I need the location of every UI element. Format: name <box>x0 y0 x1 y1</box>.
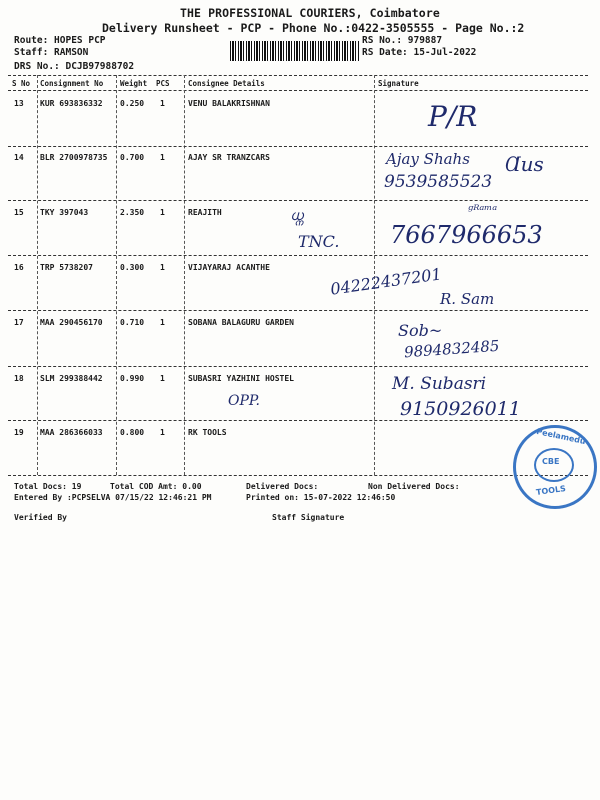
row-consignment: BLR 2700978735 <box>40 153 108 162</box>
row-consignee: RK TOOLS <box>188 428 227 437</box>
row-consignee: VENU BALAKRISHNAN <box>188 99 270 108</box>
row-rule <box>8 366 588 367</box>
header-consignee: Consignee Details <box>188 79 265 88</box>
handwritten-mark: ധ്ന <box>290 208 303 224</box>
row-consignment: TRP 5738207 <box>40 263 93 272</box>
row-consignment: MAA 286366033 <box>40 428 103 437</box>
non-delivered-docs: Non Delivered Docs: <box>368 482 460 491</box>
rs-date: RS Date: 15-Jul-2022 <box>362 47 477 58</box>
row-rule <box>8 310 588 311</box>
row-pcs: 1 <box>160 374 165 383</box>
row-pcs: 1 <box>160 208 165 217</box>
verified-by: Verified By <box>14 513 67 522</box>
printed-on: Printed on: 15-07-2022 12:46:50 <box>246 493 396 502</box>
row-rule <box>8 146 588 147</box>
page-title: THE PROFESSIONAL COURIERS, Coimbatore <box>180 6 440 20</box>
row-consignee: VIJAYARAJ ACANTHE <box>188 263 270 272</box>
header-sno: S No <box>12 79 31 88</box>
row-consignee: REAJITH <box>188 208 222 217</box>
row-pcs: 1 <box>160 99 165 108</box>
entered-by: Entered By :PCPSELVA 07/15/22 12:46:21 PM <box>14 493 212 502</box>
row-weight: 0.250 <box>120 99 145 108</box>
row-weight: 0.800 <box>120 428 145 437</box>
row-weight: 0.990 <box>120 374 145 383</box>
stamp-top-text: Peelamedu <box>535 426 587 447</box>
handwritten-phone: 9894832485 <box>403 336 500 362</box>
row-weight: 0.300 <box>120 263 145 272</box>
row-sno: 17 <box>14 318 24 327</box>
row-sno: 15 <box>14 208 24 217</box>
page-subtitle: Delivery Runsheet - PCP - Phone No.:0422-3505555 - Page No.:2 <box>102 21 525 35</box>
row-pcs: 1 <box>160 153 165 162</box>
handwritten-note: TNC. <box>298 232 340 251</box>
row-sno: 16 <box>14 263 24 272</box>
stamp-bottom-text: TOOLS <box>535 483 567 498</box>
handwritten-phone: 04222437201 <box>329 264 443 299</box>
rs-number: RS No.: 979887 <box>362 35 443 46</box>
drs-number: DRS No.: DCJB97988702 <box>14 61 135 72</box>
handwritten-phone: 7667966653 <box>390 221 543 249</box>
row-consignment: KUR 693836332 <box>40 99 103 108</box>
row-consignment: TKY 397043 <box>40 208 89 217</box>
row-weight: 2.350 <box>120 208 145 217</box>
row-consignment: MAA 290456170 <box>40 318 103 327</box>
row-sno: 13 <box>14 99 24 108</box>
handwritten-signature: M. Subasri <box>392 374 487 394</box>
handwritten-signature: R. Sam <box>440 290 495 308</box>
col-divider <box>184 75 185 475</box>
row-consignee: AJAY SR TRANZCARS <box>188 153 270 162</box>
handwritten-phone: 9539585523 <box>384 172 493 192</box>
header-weight: Weight <box>120 79 148 88</box>
col-divider <box>116 75 117 475</box>
company-stamp <box>513 425 597 509</box>
stamp-center-text: CBE <box>542 457 560 466</box>
handwritten-signature: Sob~ <box>398 321 443 340</box>
delivered-docs: Delivered Docs: <box>246 482 319 491</box>
route-label: Route: HOPES PCP <box>14 35 106 46</box>
barcode <box>230 41 360 61</box>
total-docs: Total Docs: 19 <box>14 482 82 491</box>
row-pcs: 1 <box>160 263 165 272</box>
row-weight: 0.700 <box>120 153 145 162</box>
row-rule <box>8 420 588 421</box>
handwritten-signature: Ɑus <box>505 152 544 176</box>
staff-label: Staff: RAMSON <box>14 47 89 58</box>
handwritten-signature: Ajay Shahs <box>386 150 470 168</box>
handwritten-mark: P/R <box>428 100 478 133</box>
row-weight: 0.710 <box>120 318 145 327</box>
handwritten-signature: ᵍᴿᵃᵐᵃ <box>468 203 498 218</box>
row-sno: 18 <box>14 374 24 383</box>
table-top-rule <box>8 75 588 76</box>
handwritten-note: OPP. <box>228 393 260 409</box>
header-pcs: PCS <box>156 79 170 88</box>
row-pcs: 1 <box>160 318 165 327</box>
staff-signature: Staff Signature <box>272 513 345 522</box>
header-signature: Signature <box>378 79 419 88</box>
row-sno: 14 <box>14 153 24 162</box>
table-header-rule <box>8 90 588 91</box>
row-sno: 19 <box>14 428 24 437</box>
header-consignment: Consignment No <box>40 79 104 88</box>
total-cod: Total COD Amt: 0.00 <box>110 482 202 491</box>
row-pcs: 1 <box>160 428 165 437</box>
handwritten-phone: 9150926011 <box>400 398 521 420</box>
row-consignee: SUBASRI YAZHINI HOSTEL <box>188 374 294 383</box>
row-consignee: SOBANA BALAGURU GARDEN <box>188 318 294 327</box>
table-bottom-rule <box>8 475 588 476</box>
row-rule <box>8 200 588 201</box>
row-rule <box>8 255 588 256</box>
col-divider <box>37 75 38 475</box>
row-consignment: SLM 299388442 <box>40 374 103 383</box>
